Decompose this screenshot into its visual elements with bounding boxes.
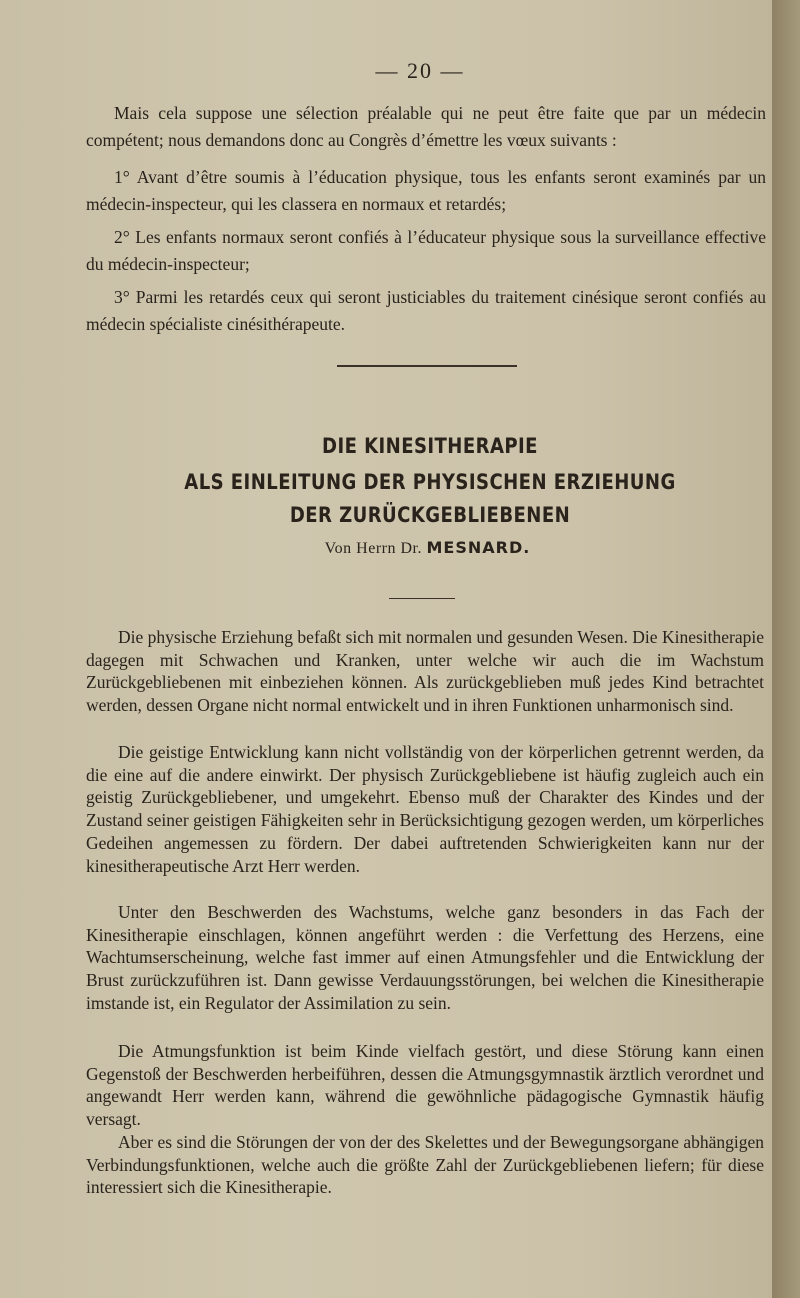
german-paragraph-3-text: Unter den Beschwerden des Wachstums, welche ganz besonders in das Fach der Kinesitherapie einschlagen, können angeführt werden : die Verfettung des Herzens, eine Wachtumserscheinung, welche fast immer auf einen Atmungsfehler und die Entwicklung der Brust zurückzuführen ist. Dann gewisse Verdauungsstörungen, bei welchen die Kinesitherapie imstande ist, ein Regulator der Assimilation zu sein.: [86, 902, 764, 1013]
page-edge: [772, 0, 800, 1298]
french-item-1: 1° Avant d’être soumis à l’éducation physique, tous les enfants seront examinés par un médecin-inspecteur, qui les classera en normaux et retardés;: [86, 167, 766, 214]
title-line-2: ALS EINLEITUNG DER PHYSISCHEN ERZIEHUNG: [184, 470, 676, 494]
german-paragraph-4-text: Die Atmungsfunktion ist beim Kinde vielfach gestört, und diese Störung kann einen Gegenstoß der Beschwerden herbeiführen, dessen die Atmungsgymnastik ärztlich verordnet und angewandt Herr werden kann, während die gewöhnliche pädagogische Gymnastik häufig versagt.: [86, 1041, 764, 1130]
title-line-3: DER ZURÜCKGEBLIEBENEN: [289, 503, 571, 527]
german-paragraph-1: [86, 626, 764, 717]
german-paragraph-2-text: Die geistige Entwicklung kann nicht vollständig von der körperlichen getrennt werden, da die eine auf die andere einwirkt. Der physisch Zurückgebliebene ist häufig zugleich auch ein geistig Zurückgebliebener, und umgekehrt. Ebenso muß der Charakter des Kindes und der Zustand seiner geistigen Fähigkeiten sehr in Berücksichtigung gezogen werden, um körperliches Gedeihen angemessen zu fördern. Der dabei auftretenden Schwierigkeiten kann nur der kinesitherapeutische Arzt Herr werden.: [86, 742, 764, 876]
french-item-2: 2° Les enfants normaux seront confiés à l’éducateur physique sous la surveillance effective du médecin-inspecteur;: [86, 227, 766, 274]
german-paragraph-2: [86, 741, 764, 877]
french-item-3: 3° Parmi les retardés ceux qui seront justiciables du traitement cinésique seront confiés au médecin spécialiste cinésithérapeute.: [86, 287, 766, 334]
title-line-1: DIE KINESITHERAPIE: [322, 434, 538, 458]
german-paragraph-5: [86, 1131, 764, 1199]
author-divider: [389, 598, 455, 599]
german-paragraph-3: [86, 901, 764, 1015]
german-paragraph-1-text: Die physische Erziehung befaßt sich mit normalen und gesunden Wesen. Die Kinesitherapie dagegen mit Schwachen und Kranken, unter welche wir auch die im Wachstum Zurückgebliebenen mit einbeziehen können. Als zurückgeblieben muß jedes Kind betrachtet werden, dessen Organe nicht normal entwickelt und in ihren Funktionen unharmonisch sind.: [86, 627, 764, 716]
page-number: — 20 —: [375, 58, 465, 83]
german-paragraph-5-text: Aber es sind die Störungen der von der des Skelettes und der Bewegungsorgane abhängigen Verbindungsfunktionen, welche auch die größte Zahl der Zurückgebliebenen liefern; für diese interessiert sich die Kinesitherapie.: [86, 1132, 764, 1198]
french-intro-paragraph: Mais cela suppose une sélection préalable qui ne peut être faite que par un médecin compétent; nous demandons donc au Congrès d’émettre les vœux suivants :: [86, 103, 766, 150]
section-divider: [337, 365, 517, 367]
author-prefix: Von Herrn Dr.: [324, 540, 422, 557]
author-line: [0, 538, 800, 558]
author-name: MESNARD.: [426, 538, 531, 557]
german-paragraph-4: [86, 1040, 764, 1131]
